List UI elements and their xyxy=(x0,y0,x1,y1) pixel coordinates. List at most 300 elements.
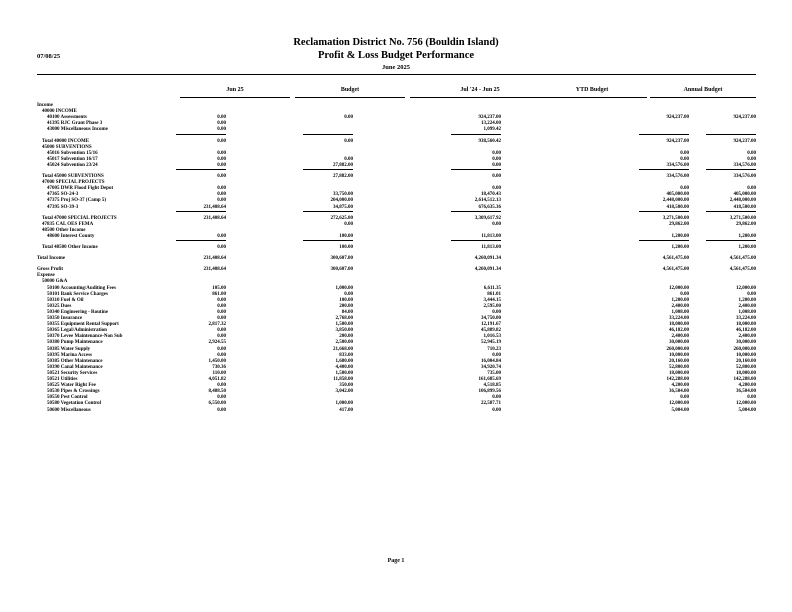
row-label: 45017 Subvention 16/17 xyxy=(47,156,98,162)
report-row xyxy=(37,304,756,310)
run-date: 07/08/25 xyxy=(37,53,61,60)
row-value: 36,504.00 xyxy=(736,389,756,395)
row-value: 13,224.00 xyxy=(481,121,501,127)
row-value: 231,408.64 xyxy=(203,215,226,221)
row-value: 106,899.56 xyxy=(478,389,501,395)
row-value: 12,000.00 xyxy=(669,285,689,291)
row-value: 0.00 xyxy=(217,316,226,321)
row-value: 0.00 xyxy=(217,198,226,204)
row-label: 50580 Vegetation Control xyxy=(47,401,102,407)
row-value: 4,200.00 xyxy=(738,383,756,389)
row-value: 1,680.00 xyxy=(335,358,353,364)
row-value: 260,000.00 xyxy=(733,346,756,352)
column-header-ytd: Jul '24 - Jun 25 xyxy=(460,87,500,93)
subtotal-rule xyxy=(451,169,501,170)
total-row xyxy=(37,267,756,273)
row-value: 161,685.69 xyxy=(478,377,501,382)
row-value: 1,200.00 xyxy=(738,245,756,250)
row-value: 18,000.00 xyxy=(736,322,756,328)
row-value: 0.00 xyxy=(344,115,353,121)
row-value: 924,237.00 xyxy=(666,115,689,121)
row-value: 100.00 xyxy=(339,297,353,303)
row-value: 12,191.67 xyxy=(481,322,501,328)
report-row xyxy=(37,163,756,169)
row-value: 735.00 xyxy=(487,370,501,376)
row-value: 231,408.64 xyxy=(203,267,226,273)
row-value: 2,400.00 xyxy=(671,303,689,309)
row-label: 48600 Interest County xyxy=(47,233,95,239)
row-value: 4,561,475.00 xyxy=(729,256,756,262)
row-value: 0.00 xyxy=(217,192,226,198)
report-row xyxy=(37,401,756,407)
row-value: 405,000.00 xyxy=(733,192,756,198)
row-value: 4,051.82 xyxy=(208,377,226,382)
row-label: 50390 Canal Maintenance xyxy=(47,364,103,370)
report-row xyxy=(37,279,756,285)
report-row xyxy=(37,347,756,353)
row-value: 0.00 xyxy=(217,150,226,156)
row-value: 0.00 xyxy=(217,395,226,401)
row-value: 300,607.00 xyxy=(330,256,353,262)
row-value: 1,008.00 xyxy=(738,309,756,315)
row-value: 4,200.00 xyxy=(671,383,689,389)
row-value: 0.00 xyxy=(680,156,689,162)
row-value: 6,550.00 xyxy=(208,401,226,407)
row-value: 334,576.00 xyxy=(733,162,756,168)
row-label: 45000 SUBVENTIONS xyxy=(42,144,92,150)
row-label: 47000 SPECIAL PROJECTS xyxy=(42,180,105,186)
row-label: 47835 CAL OES FEMA xyxy=(42,221,94,227)
row-label: 50310 Fuel & Oil xyxy=(47,297,84,303)
row-label: 50385 Water Supply xyxy=(47,346,91,352)
row-value: 11,858.00 xyxy=(333,377,353,382)
row-value: 18,470.43 xyxy=(481,192,501,198)
column-rule xyxy=(295,97,405,98)
report-row xyxy=(37,292,756,298)
row-value: 2,817.32 xyxy=(208,322,226,328)
row-value: 142,288.00 xyxy=(666,377,689,382)
report-row xyxy=(37,322,756,328)
row-value: 200.00 xyxy=(339,303,353,309)
column-rule xyxy=(410,97,550,98)
row-label: 40100 Assessments xyxy=(47,115,87,121)
row-label: Income xyxy=(37,103,53,108)
row-value: 2,448,000.00 xyxy=(729,198,756,204)
row-value: 0.00 xyxy=(217,156,226,162)
row-value: 0.00 xyxy=(680,150,689,156)
row-value: 0.00 xyxy=(217,334,226,340)
row-value: 272,625.00 xyxy=(330,215,353,221)
row-value: 46,182.00 xyxy=(669,328,689,334)
row-value: 45,889.82 xyxy=(481,328,501,334)
row-value: 8,488.50 xyxy=(208,389,226,395)
row-value: 3,850.00 xyxy=(335,328,353,334)
row-value: 924,237.00 xyxy=(478,115,501,121)
row-value: 334,576.00 xyxy=(733,174,756,179)
subtotal-rule xyxy=(706,134,756,135)
row-label: 48500 Other Income xyxy=(42,227,86,233)
column-header-budget: Budget xyxy=(340,87,360,93)
row-value: 1,099.42 xyxy=(483,127,501,133)
row-value: 0.00 xyxy=(217,303,226,309)
row-value: 2,924.55 xyxy=(208,340,226,346)
subtotal-rule xyxy=(706,169,756,170)
row-value: 0.00 xyxy=(747,291,756,297)
row-value: 52,800.00 xyxy=(736,364,756,370)
row-value: 0.00 xyxy=(492,174,501,179)
subtotal-rule xyxy=(176,240,226,241)
row-value: 18,000.00 xyxy=(736,370,756,376)
row-value: 2,768.00 xyxy=(335,316,353,321)
row-value: 22,587.71 xyxy=(481,401,501,407)
total-row xyxy=(37,216,756,222)
row-value: 0.00 xyxy=(680,186,689,192)
row-value: 84.00 xyxy=(341,309,353,315)
row-value: 33,750.00 xyxy=(333,192,353,198)
row-value: 350.00 xyxy=(339,383,353,389)
subtotal-rule xyxy=(706,240,756,241)
row-value: 27,882.00 xyxy=(333,162,353,168)
row-value: 0.00 xyxy=(217,115,226,121)
row-value: 4,260,091.34 xyxy=(474,267,501,273)
report-row xyxy=(37,103,756,109)
row-value: 231,408.64 xyxy=(203,256,226,262)
row-label: 45016 Subvention 15/16 xyxy=(47,150,98,156)
report-row xyxy=(37,408,756,414)
row-value: 1,000.00 xyxy=(335,401,353,407)
row-label: 50325 Dues xyxy=(47,303,72,309)
row-label: 50385 Other Maintenance xyxy=(47,358,103,364)
row-value: 29,862.00 xyxy=(736,221,756,227)
row-value: 0.00 xyxy=(492,221,501,227)
row-value: 0.00 xyxy=(492,150,501,156)
row-value: 34,875.00 xyxy=(333,204,353,210)
row-value: 0.00 xyxy=(217,127,226,133)
report-row xyxy=(37,298,756,304)
row-value: 0.00 xyxy=(747,186,756,192)
row-value: 4,400.00 xyxy=(335,364,353,370)
row-value: 861.00 xyxy=(212,291,226,297)
row-value: 0.00 xyxy=(217,328,226,334)
row-value: 0.00 xyxy=(217,407,226,413)
row-value: 0.00 xyxy=(492,156,501,162)
report-row xyxy=(37,205,756,211)
report-row xyxy=(37,273,756,279)
row-value: 0.00 xyxy=(344,291,353,297)
row-value: 52,945.19 xyxy=(481,340,501,346)
row-label: Total 47000 SPECIAL PROJECTS xyxy=(42,215,117,221)
subtotal-rule xyxy=(639,169,689,170)
row-value: 0.00 xyxy=(217,174,226,179)
row-value: 10,000.00 xyxy=(736,352,756,358)
row-value: 2,500.00 xyxy=(335,340,353,346)
row-label: 50380 Pump Maintenance xyxy=(47,340,103,346)
row-label: Gross Profit xyxy=(37,267,64,273)
report-row xyxy=(37,186,756,192)
subtotal-rule xyxy=(639,211,689,212)
row-value: 4,561,475.00 xyxy=(662,256,689,262)
subtotal-rule xyxy=(451,240,501,241)
row-value: 1,008.00 xyxy=(671,309,689,315)
row-value: 405,000.00 xyxy=(666,192,689,198)
row-label: Total Income xyxy=(37,256,66,262)
row-label: 47395 SO-39-3 xyxy=(47,204,79,210)
row-value: 1,200.00 xyxy=(671,233,689,239)
column-header-ytd-budget: YTD Budget xyxy=(575,87,609,93)
row-value: 0.00 xyxy=(217,162,226,168)
row-value: 10,000.00 xyxy=(669,352,689,358)
report-row xyxy=(37,286,756,292)
row-value: 0.00 xyxy=(492,352,501,358)
row-value: 0.00 xyxy=(492,162,501,168)
row-label: 41395 RJC Grant Phase 3 xyxy=(47,121,103,127)
row-label: 47005 DWR Flood Fight Depot xyxy=(47,186,114,192)
row-value: 2,400.00 xyxy=(738,334,756,340)
row-value: 0.00 xyxy=(217,186,226,192)
row-value: 0.00 xyxy=(344,138,353,144)
subtotal-rule xyxy=(303,134,353,135)
report-row xyxy=(37,328,756,334)
row-value: 334,576.00 xyxy=(666,174,689,179)
row-value: 4,561,475.00 xyxy=(662,267,689,273)
report-row xyxy=(37,180,756,186)
row-value: 0.00 xyxy=(217,233,226,239)
row-value: 0.00 xyxy=(217,297,226,303)
row-value: 6,611.35 xyxy=(483,285,501,291)
row-label: Total 45000 SUBVENTIONS xyxy=(42,174,104,179)
row-value: 3,042.00 xyxy=(335,389,353,395)
row-value: 105.00 xyxy=(212,285,226,291)
report-row xyxy=(37,115,756,121)
report-row xyxy=(37,127,756,133)
row-value: 21,668.00 xyxy=(333,346,353,352)
report-title: Profit & Loss Budget Performance xyxy=(317,50,475,61)
row-value: 0.00 xyxy=(492,407,501,413)
row-label: Expense xyxy=(37,273,55,279)
row-label: 50340 Engineering - Routine xyxy=(47,309,108,315)
column-header-jun25: Jun 25 xyxy=(226,87,244,93)
row-value: 20,160.00 xyxy=(669,358,689,364)
subtotal-rule xyxy=(176,169,226,170)
row-value: 0.00 xyxy=(344,156,353,162)
row-value: 0.00 xyxy=(747,150,756,156)
row-value: 0.00 xyxy=(747,395,756,401)
report-row xyxy=(37,353,756,359)
row-value: 0.00 xyxy=(217,121,226,127)
row-label: 50530 Pipes & Crossings xyxy=(47,389,100,395)
report-row xyxy=(37,228,756,234)
report-row xyxy=(37,145,756,151)
row-value: 2,400.00 xyxy=(671,334,689,340)
row-value: 12,000.00 xyxy=(736,285,756,291)
row-value: 36,504.00 xyxy=(669,389,689,395)
row-value: 46,182.00 xyxy=(736,328,756,334)
row-value: 0.00 xyxy=(680,395,689,401)
row-label: 50521 Utilities xyxy=(47,377,78,382)
report-period: June 2025 xyxy=(382,64,410,71)
row-value: 18,000.00 xyxy=(669,370,689,376)
row-label: 40000 INCOME xyxy=(42,109,77,115)
row-value: 2,400.00 xyxy=(738,303,756,309)
row-label: 50525 Water Right Fee xyxy=(47,383,96,389)
report-row xyxy=(37,109,756,115)
row-value: 142,288.00 xyxy=(733,377,756,382)
report-row xyxy=(37,340,756,346)
page-number: Page 1 xyxy=(387,558,405,564)
row-value: 11,813.00 xyxy=(481,233,501,239)
row-label: 50521 Security Services xyxy=(47,370,98,376)
row-value: 1,000.00 xyxy=(335,285,353,291)
total-row xyxy=(37,245,756,251)
row-label: 50370 Levee Maintenance-Non Sub xyxy=(47,334,123,340)
row-value: 1,500.00 xyxy=(335,370,353,376)
report-row xyxy=(37,151,756,157)
column-rule xyxy=(180,97,290,98)
row-label: 50101 Bank Service Charges xyxy=(47,291,108,297)
row-value: 924,237.00 xyxy=(733,138,756,144)
report-row xyxy=(37,310,756,316)
row-label: 50100 Accounting/Auditing Fees xyxy=(47,285,116,291)
row-value: 34,750.00 xyxy=(481,316,501,321)
row-label: 43000 Miscellaneous Income xyxy=(47,127,108,133)
row-value: 0.00 xyxy=(747,156,756,162)
row-value: 3,444.15 xyxy=(483,297,501,303)
row-value: 0.00 xyxy=(492,186,501,192)
row-value: 730.36 xyxy=(212,364,226,370)
report-row xyxy=(37,377,756,383)
row-value: 4,518.85 xyxy=(483,383,501,389)
report-row xyxy=(37,316,756,322)
row-label: 50350 Insurance xyxy=(47,316,83,321)
subtotal-rule xyxy=(639,134,689,135)
row-label: 50600 Miscellaneous xyxy=(47,407,91,413)
row-value: 710.23 xyxy=(487,346,501,352)
report-row xyxy=(37,222,756,228)
row-value: 3,309,617.92 xyxy=(474,215,501,221)
subtotal-rule xyxy=(706,211,756,212)
row-label: Total 40000 INCOME xyxy=(42,138,90,144)
row-label: 47375 Proj SO-37 (Camp 5) xyxy=(47,198,107,204)
report-row xyxy=(37,371,756,377)
report-row xyxy=(37,334,756,340)
row-value: 20,160.00 xyxy=(736,358,756,364)
row-value: 100.00 xyxy=(339,245,353,250)
row-value: 861.01 xyxy=(487,291,501,297)
row-value: 12,000.00 xyxy=(736,401,756,407)
row-value: 418,500.00 xyxy=(733,204,756,210)
row-value: 260,000.00 xyxy=(666,346,689,352)
row-label: 45024 Subvention 23/24 xyxy=(47,162,98,168)
row-value: 924,237.00 xyxy=(733,115,756,121)
row-label: 50550 Pest Control xyxy=(47,395,88,401)
row-value: 3,271,500.00 xyxy=(662,215,689,221)
row-value: 0.00 xyxy=(217,352,226,358)
row-value: 33,224.00 xyxy=(669,316,689,321)
row-value: 16,004.84 xyxy=(481,358,501,364)
row-value: 5,004.00 xyxy=(671,407,689,413)
report-row xyxy=(37,157,756,163)
company-name: Reclamation District No. 756 (Bouldin Island) xyxy=(293,37,499,48)
row-label: 50355 Equipment Rental Support xyxy=(47,322,119,328)
row-value: 30,000.00 xyxy=(669,340,689,346)
row-value: 110.00 xyxy=(212,370,226,376)
subtotal-rule xyxy=(639,240,689,241)
subtotal-rule xyxy=(303,240,353,241)
row-value: 417.00 xyxy=(339,407,353,413)
row-value: 4,561,475.00 xyxy=(729,267,756,273)
report-row xyxy=(37,121,756,127)
row-value: 18,000.00 xyxy=(669,322,689,328)
row-value: 418,500.00 xyxy=(666,204,689,210)
row-value: 30,000.00 xyxy=(736,340,756,346)
row-value: 833.00 xyxy=(339,352,353,358)
row-value: 12,000.00 xyxy=(669,401,689,407)
row-label: 50000 G&A xyxy=(42,279,68,285)
row-value: 924,237.00 xyxy=(666,138,689,144)
report-row xyxy=(37,198,756,204)
row-value: 200.00 xyxy=(339,334,353,340)
total-row xyxy=(37,256,756,262)
subtotal-rule xyxy=(303,211,353,212)
row-value: 334,576.00 xyxy=(666,162,689,168)
row-value: 2,448,000.00 xyxy=(662,198,689,204)
row-value: 0.00 xyxy=(217,138,226,144)
report-row xyxy=(37,383,756,389)
row-value: 0.00 xyxy=(217,309,226,315)
row-value: 34,920.74 xyxy=(481,364,501,370)
row-value: 29,862.00 xyxy=(669,221,689,227)
report-row xyxy=(37,359,756,365)
row-value: 3,271,500.00 xyxy=(729,215,756,221)
total-row xyxy=(37,139,756,145)
subtotal-rule xyxy=(303,169,353,170)
row-value: 1,200.00 xyxy=(738,297,756,303)
row-value: 4,260,091.34 xyxy=(474,256,501,262)
row-label: Total 48500 Other Income xyxy=(42,245,98,250)
row-value: 11,813.00 xyxy=(481,245,501,250)
report-row xyxy=(37,395,756,401)
report-row xyxy=(37,234,756,240)
row-value: 33,224.00 xyxy=(736,316,756,321)
row-value: 1,500.00 xyxy=(335,322,353,328)
report-row xyxy=(37,389,756,395)
row-label: 50395 Marina Access xyxy=(47,352,92,358)
row-value: 0.00 xyxy=(492,309,501,315)
subtotal-rule xyxy=(451,134,501,135)
row-value: 300,607.00 xyxy=(330,267,353,273)
row-value: 0.00 xyxy=(217,346,226,352)
row-value: 0.00 xyxy=(217,383,226,389)
row-value: 676,635.36 xyxy=(478,204,501,210)
row-value: 1,200.00 xyxy=(738,233,756,239)
row-value: 0.00 xyxy=(492,395,501,401)
row-value: 0.00 xyxy=(344,221,353,227)
row-value: 52,800.00 xyxy=(669,364,689,370)
row-value: 1,016.53 xyxy=(483,334,501,340)
row-value: 1,200.00 xyxy=(671,297,689,303)
row-value: 2,595.00 xyxy=(483,303,501,309)
row-value: 231,408.64 xyxy=(203,204,226,210)
row-value: 5,004.00 xyxy=(738,407,756,413)
column-rule xyxy=(537,97,647,98)
row-value: 204,000.00 xyxy=(330,198,353,204)
report-row xyxy=(37,365,756,371)
header-rule xyxy=(37,74,756,75)
row-value: 100.00 xyxy=(339,233,353,239)
column-rule xyxy=(650,97,756,98)
row-value: 0.00 xyxy=(217,245,226,250)
row-value: 938,560.42 xyxy=(478,138,501,144)
